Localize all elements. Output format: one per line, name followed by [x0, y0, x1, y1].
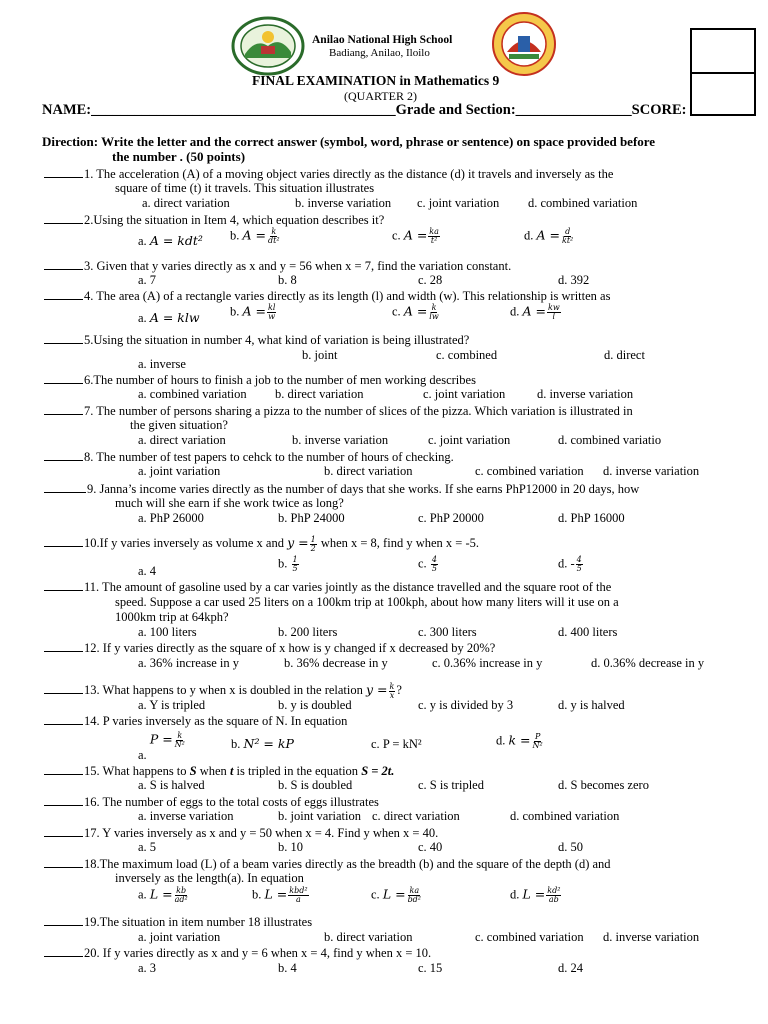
answer-blank[interactable] [44, 449, 83, 461]
question-16: 16. The number of eggs to the total costs of eggs illustrates [44, 794, 379, 809]
q7-choice-d: d. combined variatio [558, 433, 662, 447]
question-2: 2.Using the situation in Item 4, which equation describes it? [44, 212, 384, 227]
q1-choice-d: d. combined variation [528, 196, 638, 210]
q3-choice-c: c. 28 [418, 273, 443, 287]
question-19: 19.The situation in item number 18 illustrates [44, 914, 312, 929]
q4-choice-d: d. A = $\frac{kw}{l}$ [510, 303, 560, 321]
question-4: 4. The area (A) of a rectangle varies directly as its length (l) and width (w). This relationship is written as [44, 288, 610, 303]
q1-choice-c: c. joint variation [417, 196, 500, 210]
q11-choice-d: d. 400 liters [558, 625, 618, 639]
q8-choice-c: c. combined variation [475, 464, 584, 478]
q4-choice-a: a. A = klw [138, 310, 200, 325]
q8-choice-a: a. joint variation [138, 464, 221, 478]
question-7: 7. The number of persons sharing a pizza to the number of slices of the pizza. Which variation is illustrated in [44, 403, 633, 418]
school-address: Badiang, Anilao, Iloilo [329, 47, 430, 59]
q19-choice-a: a. joint variation [138, 930, 221, 944]
school-name: Anilao National High School [312, 34, 453, 46]
q15-choice-b: b. S is doubled [278, 778, 353, 792]
answer-blank[interactable] [44, 640, 83, 652]
q11-choice-c: c. 300 liters [418, 625, 477, 639]
question-13: 13. What happens to y when x is doubled in the relation y = $\frac{k}{x}$ ? [44, 682, 402, 700]
q3-choice-b: b. 8 [278, 273, 297, 287]
question-17: 17. Y varies inversely as x and y = 50 when x = 4. Find y when x = 40. [44, 825, 438, 840]
answer-blank[interactable] [44, 713, 83, 725]
q17-choice-d: d. 50 [558, 840, 583, 854]
q2-choice-d: d. A = $\frac{d}{\text{kt²}}$ [524, 227, 574, 245]
q20-choice-c: c. 15 [418, 961, 443, 975]
score-box [690, 28, 756, 116]
q20-choice-a: a. 3 [138, 961, 157, 975]
question-15: 15. What happens to S when t is tripled in the equation S = 2t. [44, 763, 394, 778]
answer-blank[interactable] [44, 481, 86, 493]
q18-choice-d: d. L = $\frac{\text{kd²}}{ab}$ [510, 886, 561, 904]
q7-choice-a: a. direct variation [138, 433, 226, 447]
q11-choice-b: b. 200 liters [278, 625, 338, 639]
q16-choice-b: b. joint variation [278, 809, 361, 823]
q15-choice-d: d. S becomes zero [558, 778, 649, 792]
q10-choice-b: b. $\frac{1}{5}$ [278, 555, 298, 573]
question-18-cont: inversely as the length(a). In equation [115, 871, 304, 885]
q7-choice-b: b. inverse variation [292, 433, 389, 447]
q18-choice-a: a. L = $\frac{kb}{\text{ad²}}$ [138, 886, 188, 904]
q11-choice-a: a. 100 liters [138, 625, 197, 639]
q10-choice-d: d. - $\frac{4}{5}$ [558, 555, 582, 573]
answer-blank[interactable] [44, 794, 83, 806]
q19-choice-d: d. inverse variation [603, 930, 700, 944]
answer-blank[interactable] [44, 403, 83, 415]
q9-choice-c: c. PhP 20000 [418, 511, 484, 525]
question-10: 10.If y varies inversely as volume x and y = $\frac{1}{2}$ when x = 8, find y when x = -5. [44, 535, 479, 553]
q12-choice-a: a. 36% increase in y [138, 656, 240, 670]
q12-choice-c: c. 0.36% increase in y [432, 656, 543, 670]
question-7-cont: the given situation? [130, 418, 228, 432]
q9-choice-b: b. PhP 24000 [278, 511, 345, 525]
question-1-cont: square of time (t) it travels. This situation illustrates [115, 181, 375, 195]
q14-choice-a: a. P = $\frac{k}{\text{N²}}$ [138, 731, 185, 763]
q16-choice-c: c. direct variation [372, 809, 460, 823]
q1-choice-a: a. direct variation [142, 196, 230, 210]
question-14: 14. P varies inversely as the square of N. In equation [44, 713, 347, 728]
direction-line-2: the number . (50 points) [112, 149, 246, 164]
answer-blank[interactable] [44, 535, 83, 547]
q1-choice-b: b. inverse variation [295, 196, 392, 210]
q8-choice-b: b. direct variation [324, 464, 413, 478]
question-11: 11. The amount of gasoline used by a car varies jointly as the distance travelled and the square root of the [44, 579, 611, 594]
q19-choice-b: b. direct variation [324, 930, 413, 944]
q3-choice-a: a. 7 [138, 273, 157, 287]
q2-choice-c: c. A = $\frac{ka}{\text{t²}}$ [392, 227, 439, 245]
name-grade-score-line: NAME:__________________________________________Grade and Section:________________SCORE: [42, 102, 687, 118]
answer-blank[interactable] [44, 212, 83, 224]
q6-choice-d: d. inverse variation [537, 387, 634, 401]
q5-choice-c: c. combined [436, 348, 498, 362]
answer-blank[interactable] [44, 332, 83, 344]
q5-choice-b: b. joint [302, 348, 338, 362]
answer-blank[interactable] [44, 856, 83, 868]
answer-blank[interactable] [44, 166, 83, 178]
q13-choice-d: d. y is halved [558, 698, 625, 712]
q9-choice-d: d. PhP 16000 [558, 511, 625, 525]
q6-choice-b: b. direct variation [275, 387, 364, 401]
q10-choice-a: a. 4 [138, 564, 157, 578]
anhs-logo [491, 12, 557, 76]
question-1: 1. The acceleration (A) of a moving object varies directly as the distance (d) it travels and inversely as the [44, 166, 613, 181]
q13-choice-c: c. y is divided by 3 [418, 698, 514, 712]
q5-choice-a: a. inverse [138, 357, 186, 371]
q18-choice-b: b. L = $\frac{\text{kbd²}}{a}$ [252, 886, 308, 904]
q14-choice-d: d. k = $\frac{P}{\text{N²}}$ [496, 732, 543, 750]
answer-blank[interactable] [44, 288, 83, 300]
question-6: 6.The number of hours to finish a job to the number of men working describes [44, 372, 476, 387]
question-11-cont-1: speed. Suppose a car used 25 liters on a 100km trip at 100kph, about how many liters will it use on a [115, 595, 619, 609]
question-8: 8. The number of test papers to cehck to the number of hours of checking. [44, 449, 454, 464]
q2-choice-b: b. A = $\frac{k}{\text{dt²}}$ [230, 227, 280, 245]
answer-blank[interactable] [44, 682, 83, 694]
q7-choice-c: c. joint variation [428, 433, 511, 447]
q15-choice-a: a. S is halved [138, 778, 205, 792]
question-5: 5.Using the situation in number 4, what kind of variation is being illustrated? [44, 332, 469, 347]
q17-choice-a: a. 5 [138, 840, 157, 854]
q4-choice-c: c. A = $\frac{k}{lw}$ [392, 303, 439, 321]
question-11-cont-2: 1000km trip at 64kph? [115, 610, 229, 624]
question-9: 9. Janna’s income varies directly as the number of days that she works. If she earns PhP12000 in 20 days, how [44, 481, 639, 496]
q19-choice-c: c. combined variation [475, 930, 584, 944]
quarter-label: (QUARTER 2) [344, 89, 417, 103]
question-12: 12. If y varies directly as the square of x how is y changed if x decreased by 20%? [44, 640, 495, 655]
q4-choice-b: b. A = $\frac{kl}{w}$ [230, 303, 276, 321]
q18-choice-c: c. L = $\frac{ka}{\text{bd²}}$ [371, 886, 422, 904]
answer-blank[interactable] [44, 825, 83, 837]
q20-choice-b: b. 4 [278, 961, 297, 975]
q2-choice-a: a. A = kdt² [138, 233, 203, 248]
answer-blank[interactable] [44, 914, 83, 926]
q10-choice-c: c. $\frac{4}{5}$ [418, 555, 437, 573]
q6-choice-c: c. joint variation [423, 387, 506, 401]
q20-choice-d: d. 24 [558, 961, 583, 975]
q12-choice-d: d. 0.36% decrease in y [591, 656, 705, 670]
direction-line-1: Direction: Write the letter and the correct answer (symbol, word, phrase or sentence) on space provided before [42, 134, 656, 149]
q3-choice-d: d. 392 [558, 273, 590, 287]
q14-choice-b: b. N² = kP [231, 736, 294, 751]
question-20: 20. If y varies directly as x and y = 6 when x = 4, find y when x = 10. [44, 945, 431, 960]
school-seal-logo [231, 16, 305, 76]
answer-blank[interactable] [44, 258, 83, 270]
answer-blank[interactable] [44, 372, 83, 384]
q13-choice-a: a. Y is tripled [138, 698, 206, 712]
exam-title: FINAL EXAMINATION in Mathematics 9 [252, 73, 500, 88]
answer-blank[interactable] [44, 945, 83, 957]
question-3: 3. Given that y varies directly as x and y = 56 when x = 7, find the variation constant. [44, 258, 511, 273]
q16-choice-d: d. combined variation [510, 809, 620, 823]
q14-choice-c: c. P = kN² [371, 737, 422, 751]
answer-blank[interactable] [44, 763, 83, 775]
q9-choice-a: a. PhP 26000 [138, 511, 204, 525]
question-18: 18.The maximum load (L) of a beam varies directly as the breadth (b) and the square of the depth (d) and [44, 856, 611, 871]
question-9-cont: much will she earn if she work twice as long? [115, 496, 344, 510]
q16-choice-a: a. inverse variation [138, 809, 234, 823]
q17-choice-b: b. 10 [278, 840, 303, 854]
q15-choice-c: c. S is tripled [418, 778, 484, 792]
answer-blank[interactable] [44, 579, 83, 591]
q13-choice-b: b. y is doubled [278, 698, 352, 712]
q12-choice-b: b. 36% decrease in y [284, 656, 388, 670]
q6-choice-a: a. combined variation [138, 387, 247, 401]
q17-choice-c: c. 40 [418, 840, 443, 854]
q8-choice-d: d. inverse variation [603, 464, 700, 478]
q5-choice-d: d. direct [604, 348, 645, 362]
